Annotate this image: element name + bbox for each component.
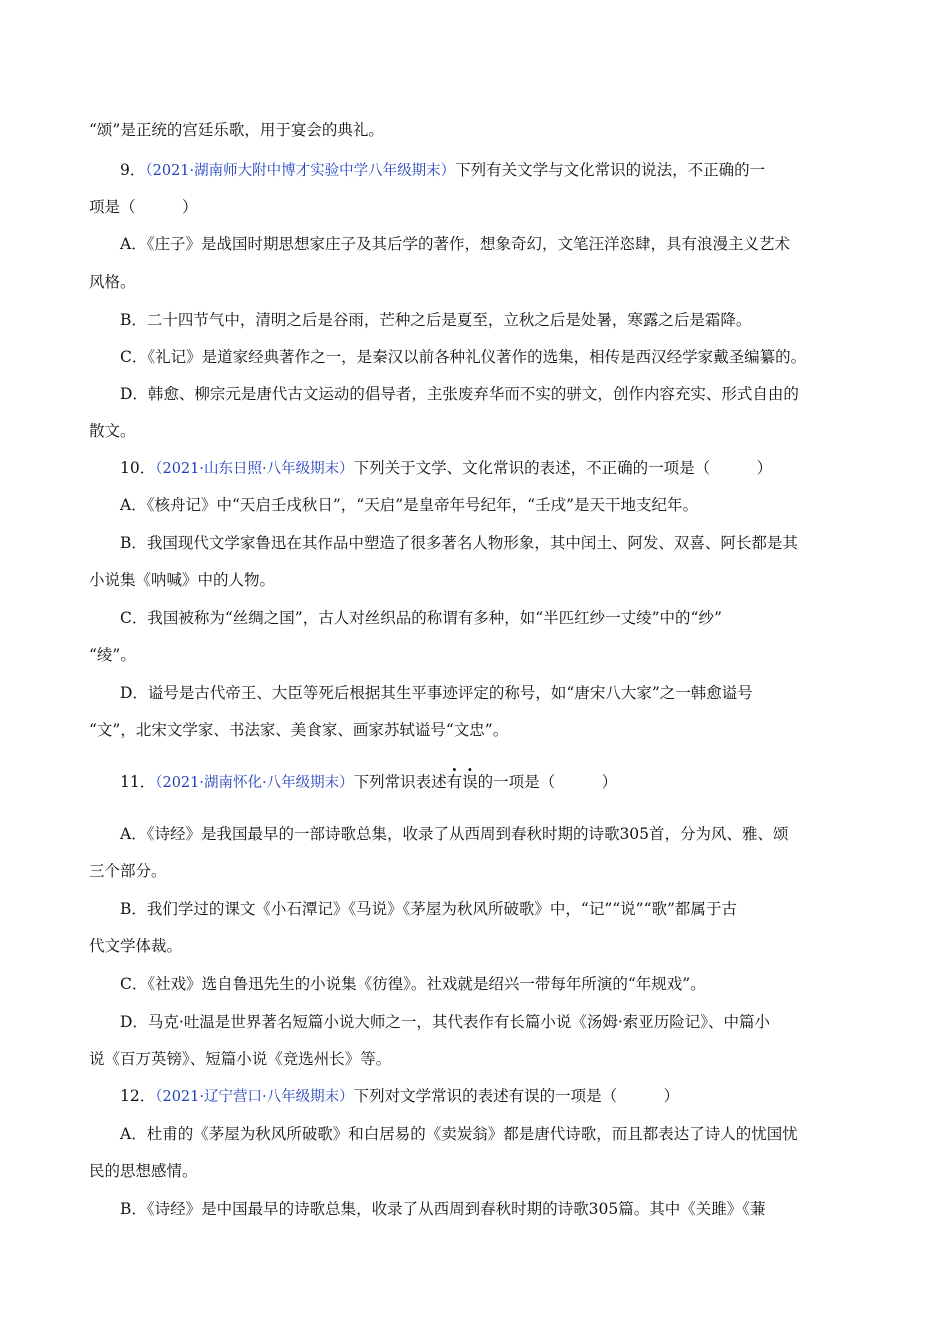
option-a: A．杜甫的《茅屋为秋风所破歌》和白居易的《卖炭翁》都是唐代诗歌，而且都表达了诗人的忧国忧: [120, 1125, 798, 1143]
option-c: C．《社戏》选自鲁迅先生的小说集《彷徨》。社戏就是绍兴一带每年所演的“年规戏”。: [120, 975, 706, 993]
emphasized-char: 有: [446, 773, 463, 791]
option-c-cont: “绫”。: [89, 646, 136, 664]
option-b: B．二十四节气中，清明之后是谷雨，芒种之后是夏至，立秋之后是处暑，寒露之后是霜降。: [120, 311, 752, 329]
question-stem: 下列常识表述: [353, 773, 447, 791]
option-d-cont: 说《百万英镑》、短篇小说《竞选州长》等。: [89, 1050, 392, 1068]
option-a: A．《庄子》是战国时期思想家庄子及其后学的著作，想象奇幻，文笔汪洋恣肆，具有浪漫主义艺术: [120, 235, 790, 253]
question-source: （2021·辽宁营口·八年级期末）: [155, 1089, 354, 1105]
emphasized-char: 误: [462, 773, 478, 791]
option-a-cont: 三个部分。: [89, 862, 167, 880]
question-10-header: [120, 458, 950, 479]
option-a-cont: 风格。: [89, 273, 136, 291]
question-12-header: [120, 1086, 950, 1107]
option-b: B．我国现代文学家鲁迅在其作品中塑造了很多著名人物形象，其中闰土、阿发、双喜、阿长都是其: [120, 534, 798, 552]
option-d: D．谥号是古代帝王、大臣等死后根据其生平事迹评定的称号，如“唐宋八大家”之一韩愈谥号: [120, 684, 753, 702]
question-number: 12．: [120, 1087, 156, 1105]
option-d-cont: “文”，北宋文学家、书法家、美食家、画家苏轼谥号“文忠”。: [89, 721, 509, 739]
option-d: D．马克·吐温是世界著名短篇小说大师之一，其代表作有长篇小说《汤姆·索亚历险记》、中篇小: [120, 1013, 771, 1031]
option-c: C．我国被称为“丝绸之国”，古人对丝织品的称谓有多种，如“半匹红纱一丈绫”中的“纱”: [120, 609, 722, 627]
question-11-header: [120, 772, 950, 793]
question-stem-end: 的一项是（ ）: [477, 773, 618, 791]
option-d-cont: 散文。: [89, 422, 136, 440]
question-stem: 下列对文学常识的表述有误的一项是（ ）: [353, 1087, 680, 1105]
option-b: B．我们学过的课文《小石潭记》《马说》《茅屋为秋风所破歌》中，“记”“说”“歌”都属于古: [120, 900, 737, 918]
question-source: （2021·湖南师大附中博才实验中学八年级期末）: [145, 163, 456, 179]
option-b: B．《诗经》是中国最早的诗歌总集，收录了从西周到春秋时期的诗歌305篇。其中《关雎》《蒹: [120, 1200, 766, 1218]
option-a-cont: 民的思想感情。: [89, 1162, 198, 1180]
question-number: 9．: [120, 161, 146, 179]
question-stem-cont: 项是（ ）: [89, 198, 198, 216]
text-line: “颂”是正统的宫廷乐歌，用于宴会的典礼。: [89, 121, 384, 139]
question-9-header: [120, 160, 950, 181]
question-stem: 下列关于文学、文化常识的表述，不正确的一项是（ ）: [353, 459, 773, 477]
option-a: A．《诗经》是我国最早的一部诗歌总集，收录了从西周到春秋时期的诗歌305首，分为风、雅、颂: [120, 825, 789, 843]
question-source: （2021·山东日照·八年级期末）: [155, 461, 354, 477]
option-b-cont: 小说集《呐喊》中的人物。: [89, 571, 276, 589]
option-a: A．《核舟记》中“天启壬戌秋日”，“天启”是皇帝年号纪年，“壬戌”是天干地支纪年。: [120, 496, 698, 514]
emphasis-dots: [447, 773, 478, 791]
option-d: D．韩愈、柳宗元是唐代古文运动的倡导者，主张废弃华而不实的骈文，创作内容充实、形式自由的: [120, 385, 799, 403]
question-source: （2021·湖南怀化·八年级期末）: [155, 775, 354, 791]
option-b-cont: 代文学体裁。: [89, 937, 183, 955]
question-number: 10．: [120, 459, 156, 477]
question-stem: 下列有关文学与文化常识的说法，不正确的一: [455, 161, 766, 179]
option-c: C．《礼记》是道家经典著作之一，是秦汉以前各种礼仪著作的选集，相传是西汉经学家戴圣编纂的。: [120, 348, 807, 366]
question-number: 11．: [120, 773, 156, 791]
